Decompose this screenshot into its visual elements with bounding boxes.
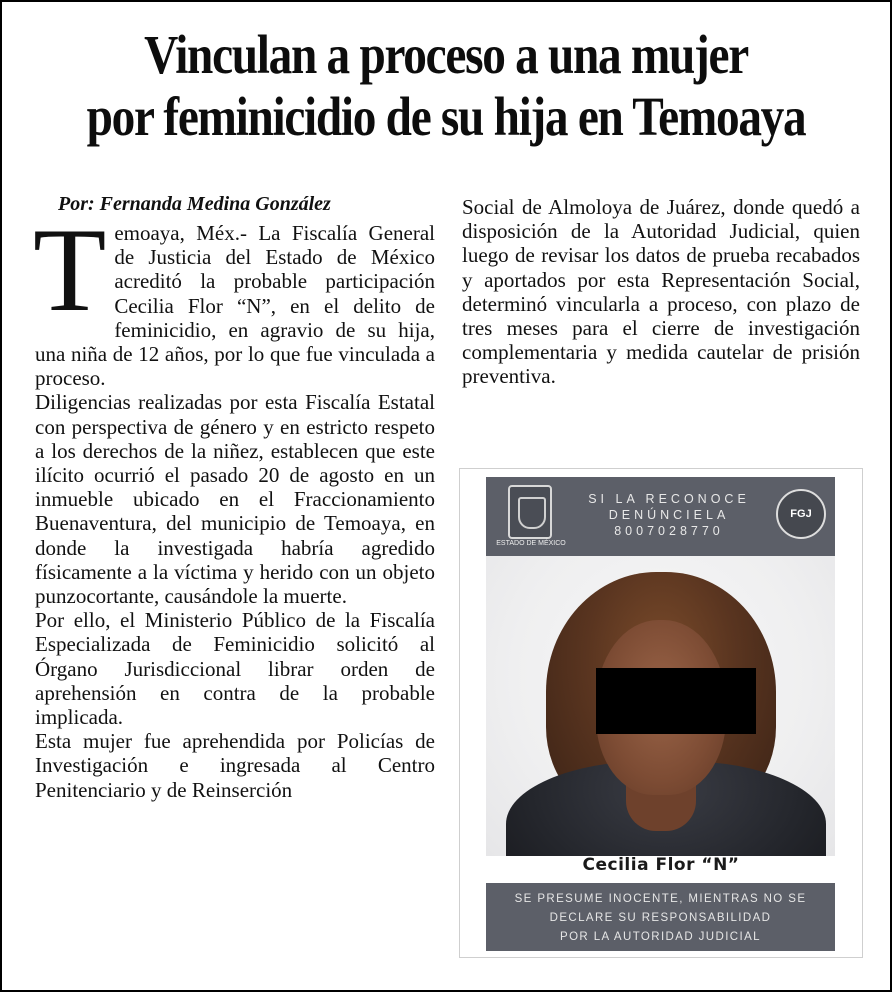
censor-bar bbox=[596, 668, 756, 734]
headline-line-1: Vinculan a proceso a una mujer bbox=[144, 24, 748, 85]
banner-text bbox=[574, 491, 764, 539]
footer-line-2: DECLARE SU RESPONSABILIDAD bbox=[549, 912, 772, 924]
headline-line-2: por feminicidio de su hija en Temoaya bbox=[86, 86, 806, 147]
state-seal-icon bbox=[508, 485, 552, 539]
photo-footer bbox=[486, 883, 835, 951]
footer-line-1: SE PRESUME INOCENTE, MIENTRAS NO SE bbox=[514, 893, 807, 905]
byline: Por: Fernanda Medina González bbox=[58, 193, 331, 215]
fgj-logo-icon: FGJ bbox=[776, 489, 826, 539]
paragraph-3: Por ello, el Ministerio Público de la Fiscalía Especializada de Feminicidio solicitó al Órgano Jurisdiccional librar orden de aprehensión en contra de la probable implicada. bbox=[35, 608, 435, 730]
banner-line-1: SI LA RECONOCE bbox=[588, 492, 750, 506]
suspect-photo-card bbox=[459, 468, 863, 958]
headline bbox=[64, 24, 828, 148]
paragraph-5: Social de Almoloya de Juárez, donde quedó a disposición de la Autoridad Judicial, quien luego de revisar los datos de prueba recabados y aportados por esta Representación Social, determinó vincularla a proceso, con plazo de tres meses para el cierre de investigación complementaria y medida cautelar de prisión preventiva. bbox=[462, 195, 860, 389]
suspect-name: Cecilia Flor “N” bbox=[582, 855, 740, 875]
suspect-portrait bbox=[486, 556, 835, 856]
drop-cap: T bbox=[33, 203, 107, 336]
paragraph-1-text: emoaya, Méx.- La Fiscalía General de Justicia del Estado de México acreditó la probable participación Cecilia Flor “N”, en el delito de feminicidio, en agravio de su hija, una niña de 12 años, por lo que fue vinculada a proceso. bbox=[35, 221, 435, 391]
paragraph-2: Diligencias realizadas por esta Fiscalía Estatal con perspectiva de género y en estricto respeto a los derechos de la niñez, establecen que este ilícito ocurrió el pasado 20 de agosto en un inmueble ubicado en el Fraccionamiento Buenaventura, del municipio de Temoaya, en donde la investigada habría agredido físicamente a la víctima y herido con un objeto punzocortante, causándole la muerte. bbox=[35, 390, 435, 609]
seal-label: ESTADO DE MÉXICO bbox=[496, 540, 566, 547]
article-column-right bbox=[462, 195, 860, 389]
photo-banner bbox=[486, 477, 835, 556]
banner-phone: 8007028770 bbox=[614, 524, 724, 538]
banner-line-2: DENÚNCIELA bbox=[608, 508, 730, 522]
footer-line-3: POR LA AUTORIDAD JUDICIAL bbox=[560, 931, 761, 943]
paragraph-4: Esta mujer fue aprehendida por Policías de Investigación e ingresada al Centro Penitenciario y de Reinserción bbox=[35, 729, 435, 802]
